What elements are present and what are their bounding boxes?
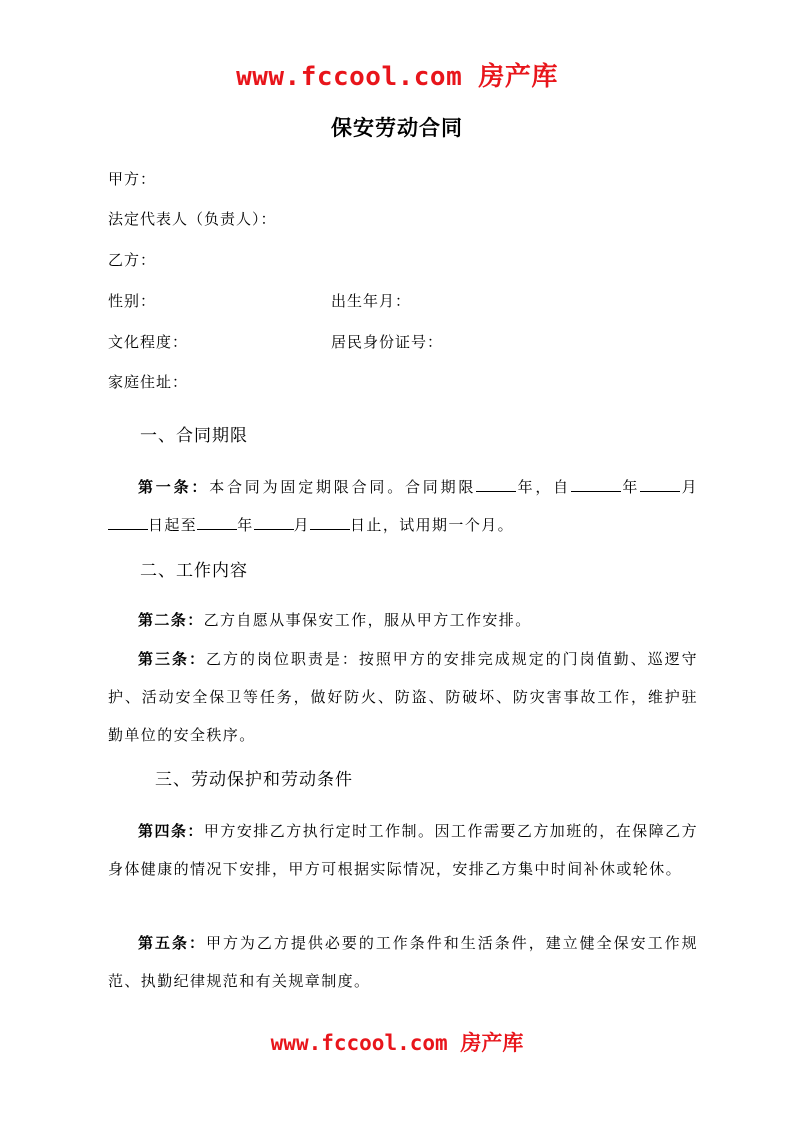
footer-brand-name: 房产库 <box>460 1031 524 1055</box>
article-3-label: 第三条： <box>138 650 206 668</box>
section-term: 一、合同期限 <box>140 426 248 446</box>
party-a-label: 甲方： <box>108 170 157 188</box>
legal-rep-label: 法定代表人（负责人）： <box>108 210 277 228</box>
blank-end-month <box>254 515 294 530</box>
id-number-label: 居民身份证号： <box>331 333 444 351</box>
blank-end-year <box>197 515 237 530</box>
address-label: 家庭住址： <box>108 373 189 391</box>
footer-brand-url[interactable]: www.fccool.com <box>270 1031 448 1055</box>
blank-term-years <box>476 477 516 492</box>
section-work: 二、工作内容 <box>140 561 248 581</box>
gender-label: 性别： <box>108 292 157 310</box>
article-2-label: 第二条： <box>138 611 204 629</box>
blank-end-day <box>310 515 350 530</box>
article-5: 第五条：甲方为乙方提供必要的工作条件和生活条件，建立健全保安工作规范、执勤纪律规范和有关规章制度。 <box>108 934 698 990</box>
blank-start-year <box>571 477 621 492</box>
article-4: 第四条：甲方安排乙方执行定时工作制。因工作需要乙方加班的，在保障乙方身体健康的情况下安排，甲方可根据实际情况，安排乙方集中时间补休或轮休。 <box>108 822 698 878</box>
article-1: 第一条：本合同为固定期限合同。合同期限 年，自 年 月日起至 年 月 日止，试用期一个月。 <box>108 468 698 544</box>
footer-brand[interactable] <box>0 1027 794 1057</box>
blank-start-day <box>108 515 148 530</box>
birth-label: 出生年月： <box>331 292 412 310</box>
article-5-label: 第五条： <box>138 934 206 952</box>
header-brand[interactable] <box>0 56 794 93</box>
brand-name: 房产库 <box>478 62 558 92</box>
article-2: 第二条：乙方自愿从事保安工作，服从甲方工作安排。 <box>138 611 532 629</box>
section-conditions: 三、劳动保护和劳动条件 <box>155 770 353 790</box>
party-b-label: 乙方： <box>108 251 157 269</box>
document-title: 保安劳动合同 <box>331 116 463 140</box>
article-4-label: 第四条： <box>138 822 204 840</box>
article-1-label: 第一条： <box>138 478 210 496</box>
education-label: 文化程度： <box>108 333 189 351</box>
brand-url[interactable]: www.fccool.com <box>236 62 463 92</box>
blank-start-month <box>640 477 680 492</box>
article-3: 第三条：乙方的岗位职责是：按照甲方的安排完成规定的门岗值勤、巡逻守护、活动安全保卫等任务，做好防火、防盗、防破坏、防灾害事故工作，维护驻勤单位的安全秩序。 <box>108 650 698 744</box>
